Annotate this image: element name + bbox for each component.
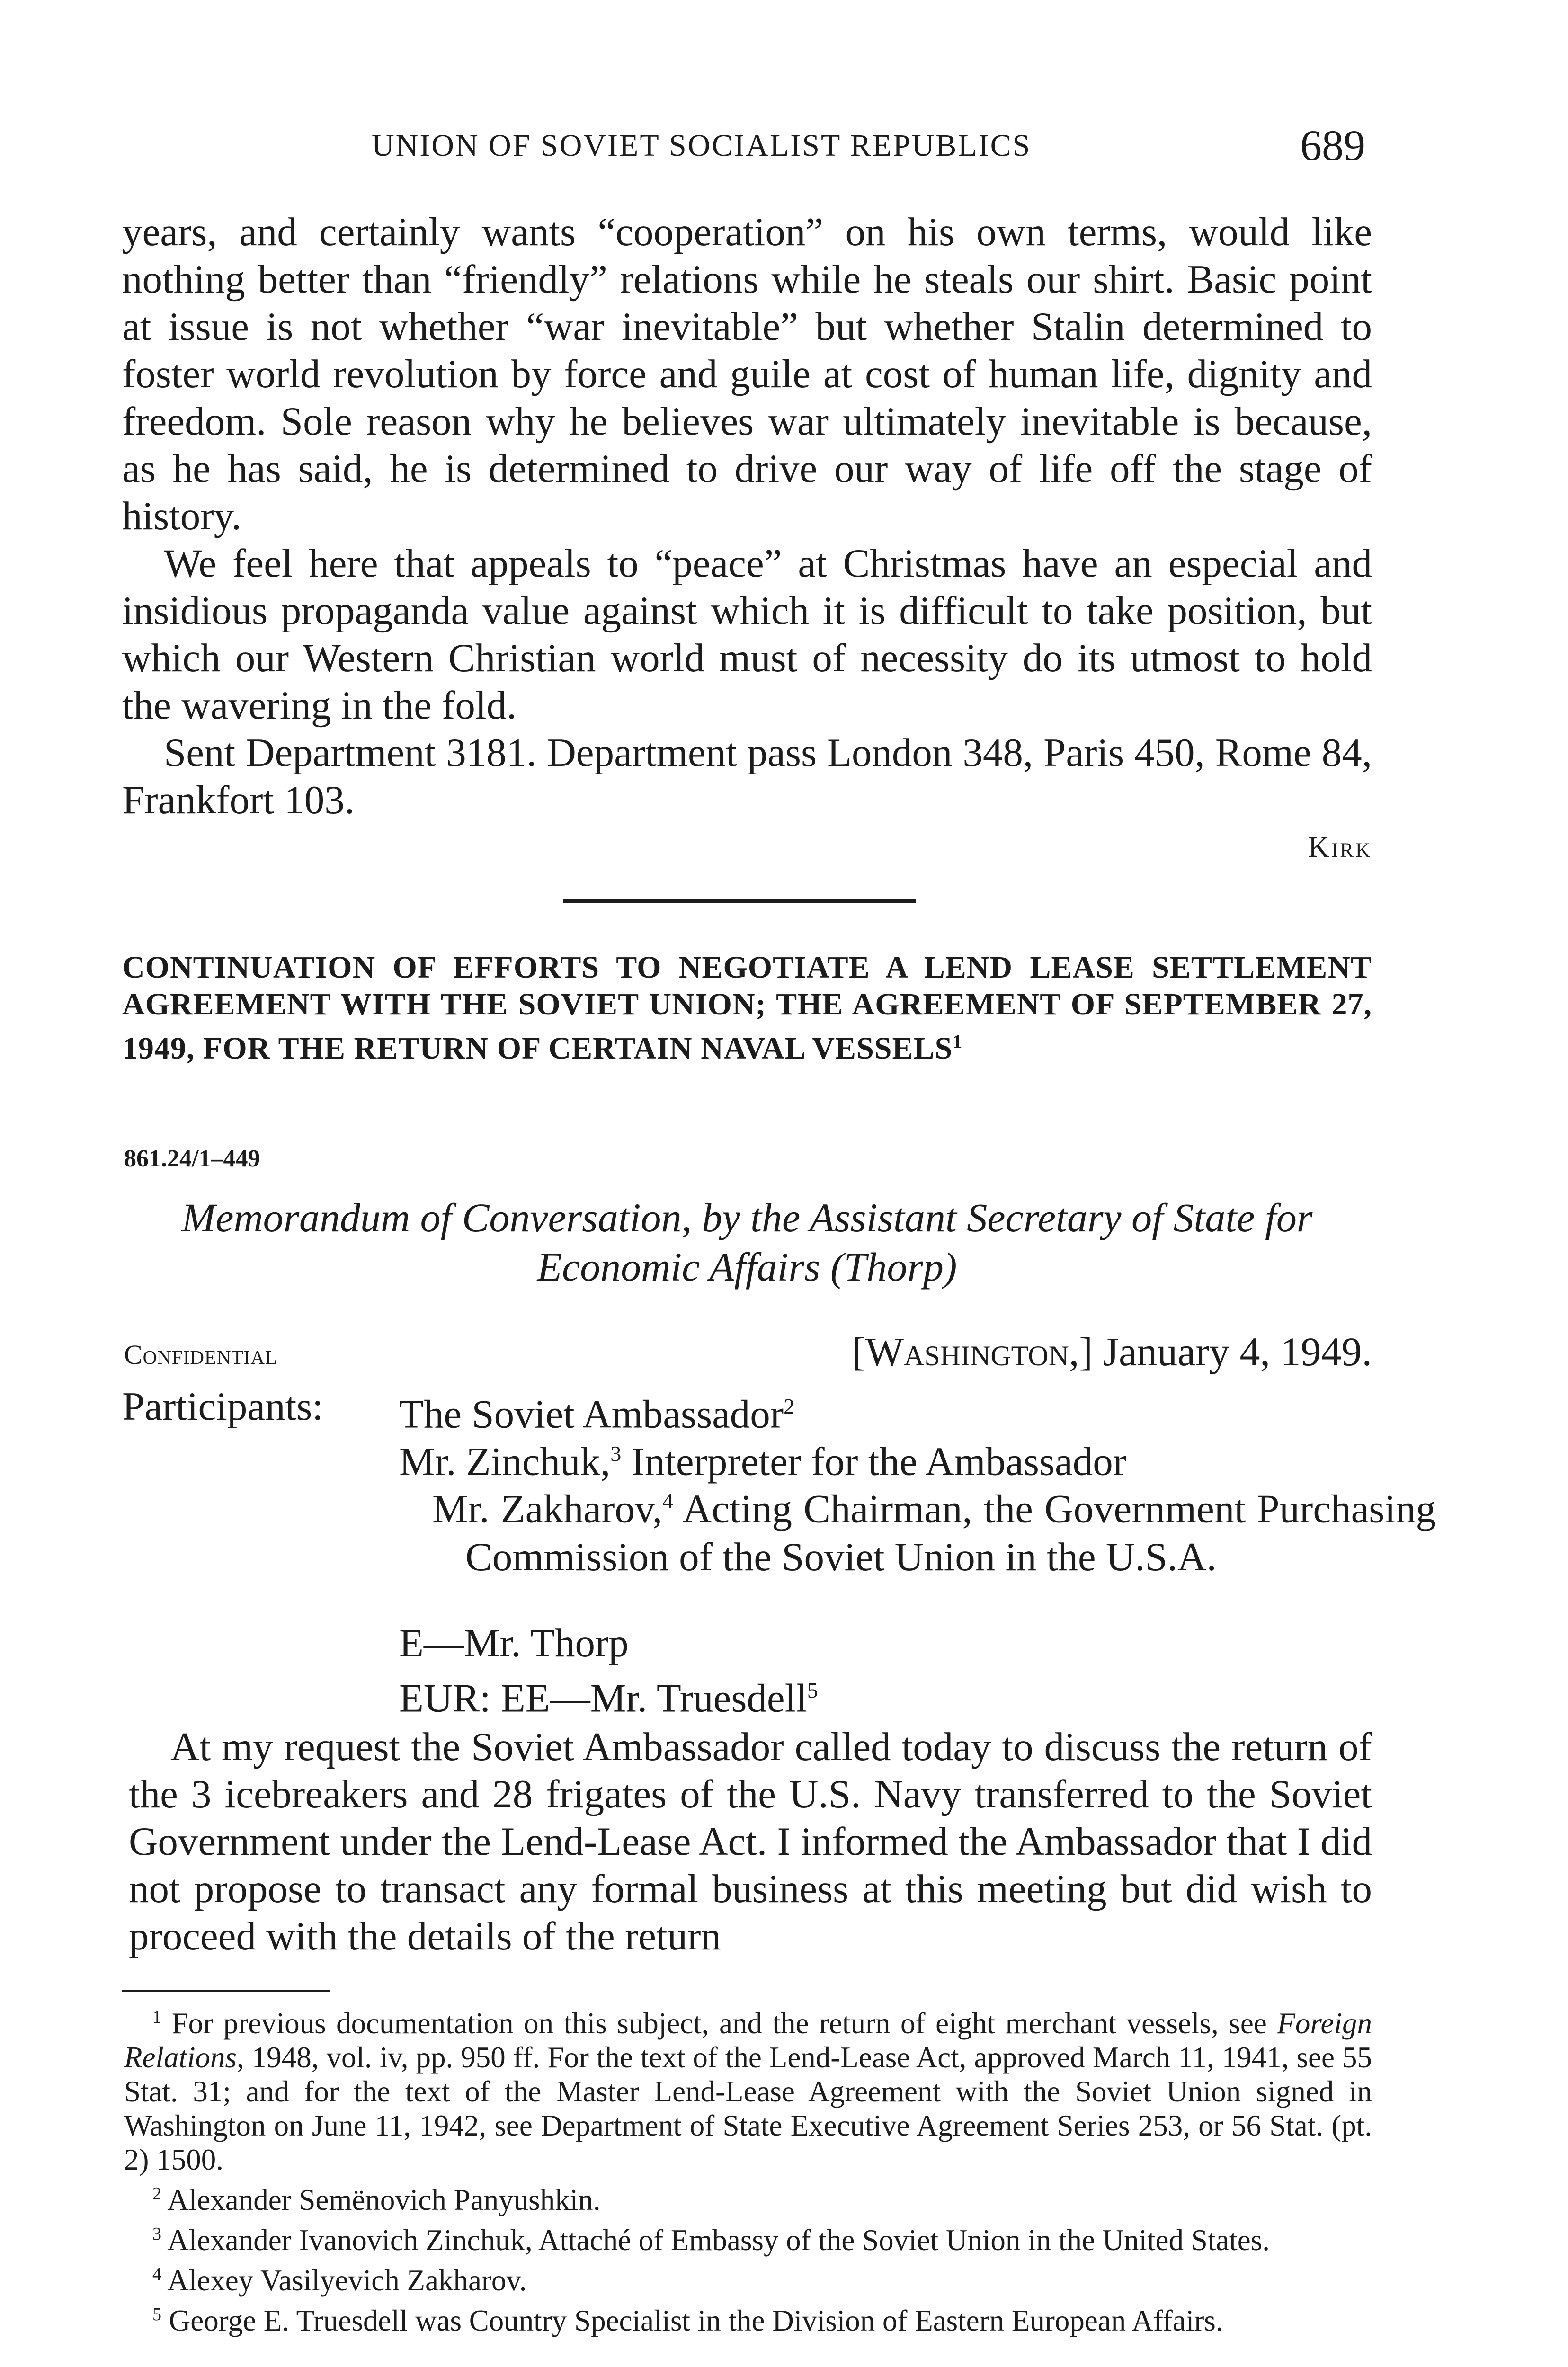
section-title-text: CONTINUATION OF EFFORTS TO NEGOTIATE A LEND LEASE SETTLEMENT AGREEMENT WITH THE SOVIET UNION; THE AGREEMENT OF SEPTEMBER 27, 1949, FOR THE RETURN OF CERTAIN NAVAL VESSELS	[122, 950, 1372, 1066]
section-title	[122, 949, 1372, 1067]
footnote-5: $^5$ George E. Truesdell was Country Specialist in the Division of Eastern European Affairs.	[152, 2304, 1223, 2337]
footnote-divider	[122, 1990, 330, 1992]
participant-zakharov: Mr. Zakharov,$^4$ Acting Chairman, the Government Purchasing Commission of the Soviet Union in the U.S.A.	[432, 1486, 1436, 1580]
memo-title-line-1: Memorandum of Conversation, by the Assistant Secretary of State for	[181, 1195, 1313, 1240]
footnote-3: $^3$ Alexander Ivanovich Zinchuk, Attaché of Embassy of the Soviet Union in the United States.	[152, 2224, 1270, 2257]
footnotes	[124, 2000, 1372, 2338]
section-title-footnote-ref: 1	[953, 1031, 963, 1052]
file-number: 861.24/1–449	[124, 1145, 260, 1172]
page-header	[0, 118, 1568, 170]
participant-thorp: E—Mr. Thorp	[399, 1621, 629, 1665]
page-number: 689	[1300, 121, 1365, 169]
classification: Confidential	[124, 1339, 277, 1370]
telegram-paragraph-1: years, and certainly wants “cooperation” on his own terms, would like nothing better than “friendly” relations while he steals our shirt. Basic point at issue is not whether “war inevitable” but whether Stalin determined to foster world revolution by force and guile at cost of human life, dignity and freedom. Sole reason why he believes war ultimately inevitable is because, as he has said, he is determined to drive our way of life off the stage of history.	[122, 210, 1372, 538]
memo-title	[122, 1193, 1372, 1291]
participant-ambassador: The Soviet Ambassador$^2$	[399, 1392, 795, 1437]
running-head: UNION OF SOVIET SOCIALIST REPUBLICS	[372, 128, 1032, 163]
telegram-paragraph-2: We feel here that appeals to “peace” at Christmas have an especial and insidious propaganda value against which it is difficult to take position, but which our Western Christian world must of necessity do its utmost to hold the wavering in the fold.	[122, 541, 1372, 728]
signature: Kirk	[1308, 831, 1372, 863]
footnote-1: $^1$ For previous documentation on this subject, and the return of eight merchant vessels, see Foreign Relations, 1948, vol. iv, pp. 950 ff. For the text of the Lend-Lease Act, approved March 11, 1941, see 55 Stat. 31; and for the text of the Master Lend-Lease Agreement with the Soviet Union signed in Washington on June 11, 1942, see Department of State Executive Agreement Series 253, or 56 Stat. (pt. 2) 1500.	[124, 2007, 1372, 2176]
telegram-paragraph-3: Sent Department 3181. Department pass London 348, Paris 450, Rome 84, Frankfort 103.	[122, 730, 1372, 822]
memo-body	[129, 1723, 1372, 1960]
dateline	[852, 1328, 1372, 1375]
participants-label: Participants:	[122, 1384, 323, 1429]
telegram-text	[122, 208, 1372, 824]
date: January 4, 1949.	[1103, 1329, 1372, 1374]
section-divider	[563, 899, 916, 903]
memo-paragraph-1: At my request the Soviet Ambassador called today to discuss the return of the 3 icebreakers and 28 frigates of the U.S. Navy transferred to the Soviet Government under the Lend-Lease Act. I informed the Ambassador that I did not propose to transact any formal business at this meeting but did wish to proceed with the details of the return	[129, 1725, 1372, 1958]
memo-title-line-2: Economic Affairs (Thorp)	[537, 1244, 957, 1290]
participant-truesdell: EUR: EE—Mr. Truesdell$^5$	[399, 1676, 818, 1721]
footnote-2: $^2$ Alexander Semënovich Panyushkin.	[152, 2183, 601, 2216]
participant-zinchuk: Mr. Zinchuk,$^3$ Interpreter for the Ambassador	[399, 1439, 1127, 1484]
date-place: [Washington,]	[852, 1329, 1093, 1374]
footnote-4: $^4$ Alexey Vasilyevich Zakharov.	[152, 2264, 527, 2297]
